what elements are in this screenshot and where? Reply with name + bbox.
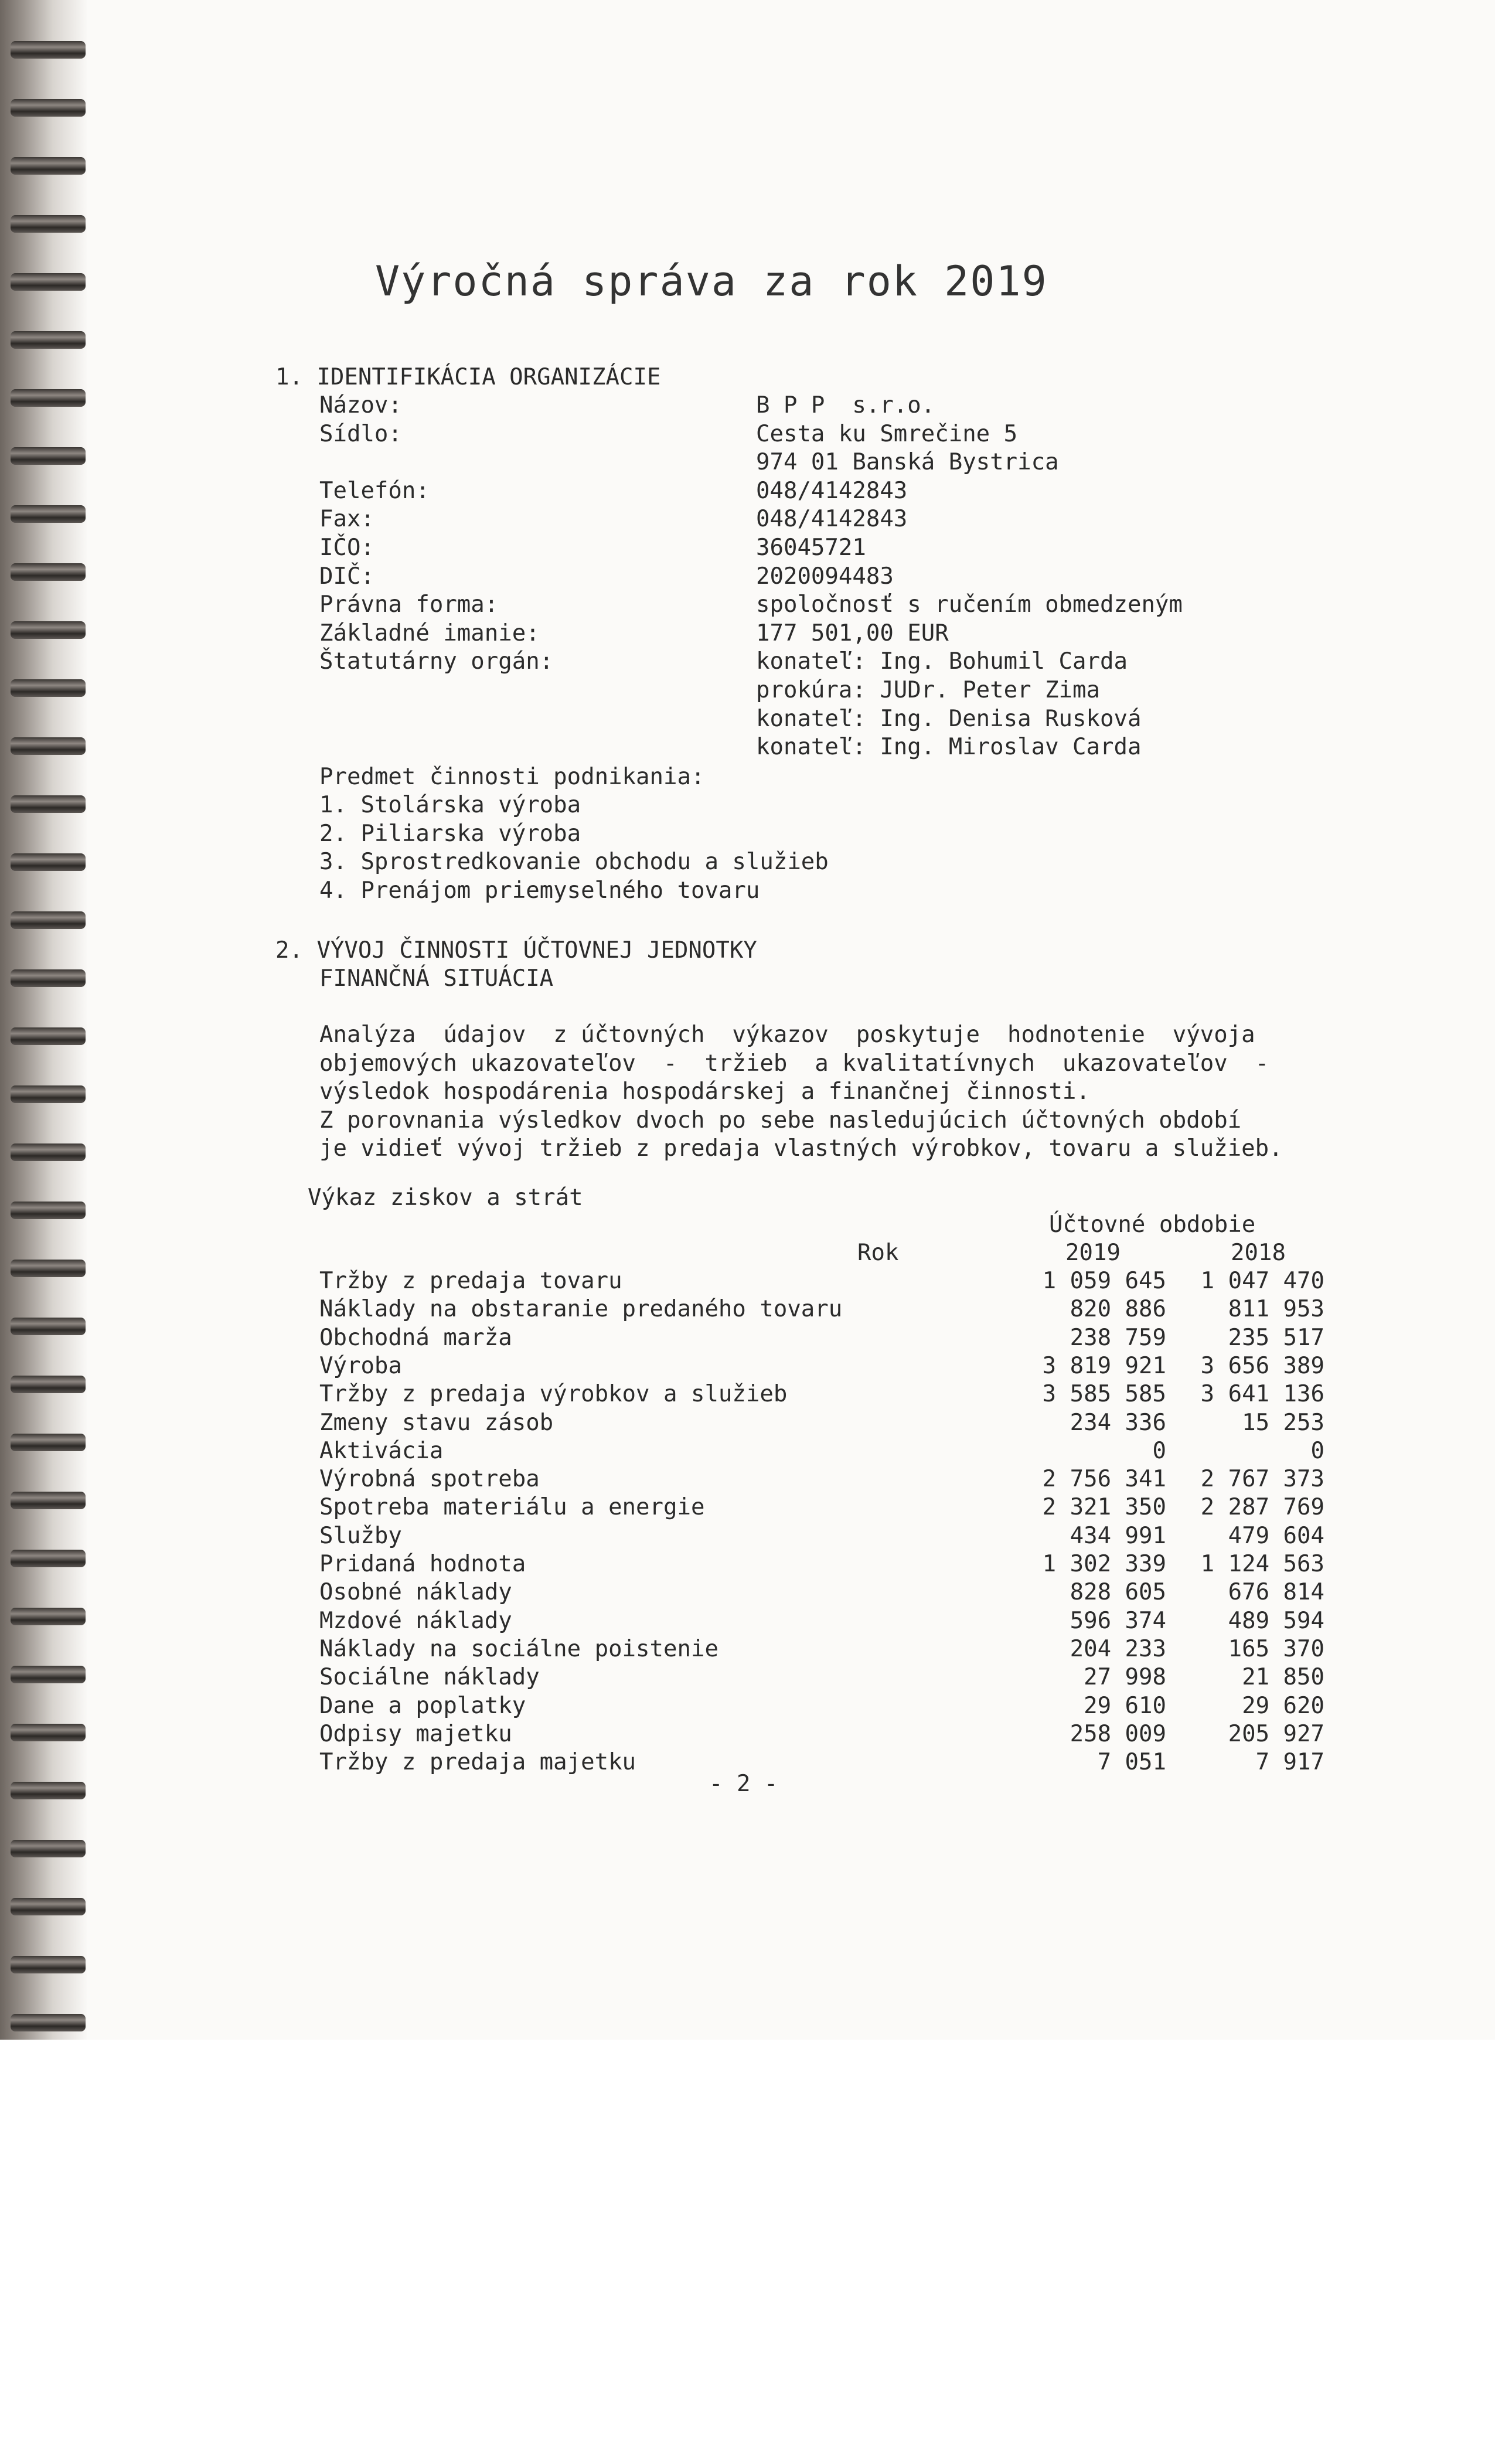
binding-ring bbox=[11, 911, 86, 929]
id-label: DIČ: bbox=[319, 563, 374, 590]
binding-ring bbox=[11, 215, 86, 233]
binding-ring bbox=[11, 1085, 86, 1103]
table-value-2019: 204 233 bbox=[1070, 1635, 1166, 1662]
table-value-2018: 21 850 bbox=[1242, 1664, 1324, 1691]
id-value: 177 501,00 EUR bbox=[756, 620, 949, 646]
table-value-2018: 205 927 bbox=[1228, 1720, 1324, 1747]
table-value-2019: 258 009 bbox=[1070, 1720, 1166, 1747]
table-value-2018: 165 370 bbox=[1228, 1635, 1324, 1662]
id-value: 2020094483 bbox=[756, 563, 894, 590]
table-value-2018: 3 641 136 bbox=[1200, 1381, 1324, 1408]
table-value-2018: 2 287 769 bbox=[1200, 1494, 1324, 1521]
table-row-label: Náklady na sociálne poistenie bbox=[319, 1635, 718, 1662]
table-value-2019: 596 374 bbox=[1070, 1607, 1166, 1634]
binding-ring bbox=[11, 1666, 86, 1683]
binding-ring bbox=[11, 621, 86, 639]
table-value-2018: 3 656 389 bbox=[1200, 1352, 1324, 1379]
id-value: B P P s.r.o. bbox=[756, 392, 935, 418]
table-value-2019: 434 991 bbox=[1070, 1522, 1166, 1549]
paragraph-line: Z porovnania výsledkov dvoch po sebe nasledujúcich účtovných období bbox=[319, 1107, 1242, 1134]
rok-label: Rok bbox=[857, 1240, 899, 1266]
binding-ring bbox=[11, 1840, 86, 1857]
binding-ring bbox=[11, 737, 86, 755]
page-title: Výročná správa za rok 2019 bbox=[375, 257, 1048, 305]
spiral-binding bbox=[0, 0, 88, 2040]
section2-heading: 2. VÝVOJ ČINNOSTI ÚČTOVNEJ JEDNOTKY bbox=[275, 937, 757, 964]
table-row-label: Výroba bbox=[319, 1352, 402, 1379]
table-row-label: Odpisy majetku bbox=[319, 1720, 512, 1747]
id-value: 36045721 bbox=[756, 535, 866, 561]
table-value-2019: 0 bbox=[1152, 1437, 1166, 1464]
binding-ring bbox=[11, 331, 86, 349]
id-value: Cesta ku Smrečine 5 bbox=[756, 420, 1018, 447]
table-value-2018: 676 814 bbox=[1228, 1579, 1324, 1606]
table-value-2019: 3 585 585 bbox=[1042, 1381, 1166, 1408]
table-row-label: Náklady na obstaranie predaného tovaru bbox=[319, 1296, 843, 1323]
table-value-2018: 0 bbox=[1310, 1437, 1324, 1464]
id-label: Sídlo: bbox=[319, 420, 402, 447]
table-row-label: Výrobná spotreba bbox=[319, 1466, 540, 1493]
binding-ring bbox=[11, 1318, 86, 1335]
binding-ring bbox=[11, 273, 86, 291]
binding-ring bbox=[11, 1724, 86, 1741]
table-value-2018: 1 047 470 bbox=[1200, 1268, 1324, 1294]
page-number: - 2 - bbox=[709, 1771, 778, 1797]
table-row-label: Osobné náklady bbox=[319, 1579, 512, 1606]
table-value-2019: 1 302 339 bbox=[1042, 1551, 1166, 1577]
year-2018-header: 2018 bbox=[1231, 1240, 1286, 1266]
period-header: Účtovné obdobie bbox=[1049, 1211, 1256, 1238]
binding-ring bbox=[11, 795, 86, 813]
activity-item: 2. Piliarska výroba bbox=[319, 820, 581, 847]
table-row-label: Obchodná marža bbox=[319, 1324, 512, 1351]
id-value: 048/4142843 bbox=[756, 506, 908, 533]
binding-ring bbox=[11, 679, 86, 697]
table-row-label: Tržby z predaja majetku bbox=[319, 1749, 636, 1776]
paragraph-line: výsledok hospodárenia hospodárskej a finančnej činnosti. bbox=[319, 1078, 1090, 1105]
id-label: Základné imanie: bbox=[319, 620, 540, 646]
table-row-label: Aktivácia bbox=[319, 1437, 444, 1464]
binding-ring bbox=[11, 1608, 86, 1625]
activity-item: 1. Stolárska výroba bbox=[319, 792, 581, 818]
table-value-2019: 828 605 bbox=[1070, 1579, 1166, 1606]
table-value-2019: 238 759 bbox=[1070, 1324, 1166, 1351]
table-row-label: Dane a poplatky bbox=[319, 1692, 526, 1719]
id-label: Fax: bbox=[319, 506, 374, 533]
binding-ring bbox=[11, 1898, 86, 1915]
table-value-2018: 489 594 bbox=[1228, 1607, 1324, 1634]
table-row-label: Spotreba materiálu a energie bbox=[319, 1494, 705, 1521]
activity-item: 4. Prenájom priemyselného tovaru bbox=[319, 877, 760, 904]
table-row-label: Tržby z predaja výrobkov a služieb bbox=[319, 1381, 788, 1408]
binding-ring bbox=[11, 389, 86, 407]
paragraph-line: je vidieť vývoj tržieb z predaja vlastných výrobkov, tovaru a služieb. bbox=[319, 1135, 1283, 1162]
year-2019-header: 2019 bbox=[1065, 1240, 1121, 1266]
id-value: spoločnosť s ručením obmedzeným bbox=[756, 591, 1183, 618]
table-value-2018: 7 917 bbox=[1255, 1749, 1324, 1776]
section1-heading: 1. IDENTIFIKÁCIA ORGANIZÁCIE bbox=[275, 364, 661, 390]
table-title: Výkaz ziskov a strát bbox=[308, 1185, 583, 1211]
id-value: konateľ: Ing. Denisa Rusková bbox=[756, 705, 1142, 732]
binding-ring bbox=[11, 1143, 86, 1161]
table-value-2019: 234 336 bbox=[1070, 1409, 1166, 1436]
table-value-2019: 3 819 921 bbox=[1042, 1352, 1166, 1379]
id-label: IČO: bbox=[319, 535, 374, 561]
binding-ring bbox=[11, 969, 86, 987]
id-label: Právna forma: bbox=[319, 591, 499, 618]
table-value-2019: 29 610 bbox=[1084, 1692, 1166, 1719]
table-row-label: Mzdové náklady bbox=[319, 1607, 512, 1634]
id-label: Štatutárny orgán: bbox=[319, 648, 554, 675]
binding-ring bbox=[11, 1782, 86, 1799]
binding-ring bbox=[11, 1202, 86, 1219]
id-value: konateľ: Ing. Miroslav Carda bbox=[756, 734, 1142, 761]
table-value-2019: 27 998 bbox=[1084, 1664, 1166, 1691]
binding-ring bbox=[11, 1434, 86, 1451]
binding-ring bbox=[11, 1550, 86, 1567]
table-row-label: Tržby z predaja tovaru bbox=[319, 1268, 622, 1294]
table-value-2018: 811 953 bbox=[1228, 1296, 1324, 1323]
table-value-2018: 479 604 bbox=[1228, 1522, 1324, 1549]
binding-ring bbox=[11, 505, 86, 523]
binding-ring bbox=[11, 1260, 86, 1277]
id-value: 048/4142843 bbox=[756, 477, 908, 504]
table-row-label: Služby bbox=[319, 1522, 402, 1549]
paragraph-line: objemových ukazovateľov - tržieb a kvalitatívnych ukazovateľov - bbox=[319, 1050, 1269, 1077]
section2-subheading: FINANČNÁ SITUÁCIA bbox=[319, 965, 554, 992]
table-row-label: Pridaná hodnota bbox=[319, 1551, 526, 1577]
binding-ring bbox=[11, 1956, 86, 1973]
table-value-2019: 2 321 350 bbox=[1042, 1494, 1166, 1521]
table-value-2018: 29 620 bbox=[1242, 1692, 1324, 1719]
id-value: 974 01 Banská Bystrica bbox=[756, 449, 1059, 476]
id-value: prokúra: JUDr. Peter Zima bbox=[756, 677, 1100, 703]
binding-ring bbox=[11, 41, 86, 59]
binding-ring bbox=[11, 447, 86, 465]
binding-ring bbox=[11, 1027, 86, 1045]
table-value-2018: 2 767 373 bbox=[1200, 1466, 1324, 1493]
table-value-2019: 1 059 645 bbox=[1042, 1268, 1166, 1294]
binding-ring bbox=[11, 1376, 86, 1393]
id-value: konateľ: Ing. Bohumil Carda bbox=[756, 648, 1128, 675]
binding-ring bbox=[11, 157, 86, 175]
table-value-2018: 15 253 bbox=[1242, 1409, 1324, 1436]
paragraph-line: Analýza údajov z účtovných výkazov poskytuje hodnotenie vývoja bbox=[319, 1022, 1255, 1048]
table-value-2018: 235 517 bbox=[1228, 1324, 1324, 1351]
binding-ring bbox=[11, 99, 86, 117]
binding-ring bbox=[11, 853, 86, 871]
binding-ring bbox=[11, 563, 86, 581]
table-value-2018: 1 124 563 bbox=[1200, 1551, 1324, 1577]
id-label: Telefón: bbox=[319, 477, 430, 504]
table-value-2019: 820 886 bbox=[1070, 1296, 1166, 1323]
binding-ring bbox=[11, 1492, 86, 1509]
table-row-label: Sociálne náklady bbox=[319, 1664, 540, 1691]
table-row-label: Zmeny stavu zásob bbox=[319, 1409, 554, 1436]
table-value-2019: 7 051 bbox=[1097, 1749, 1166, 1776]
activities-heading: Predmet činnosti podnikania: bbox=[319, 764, 705, 790]
id-label: Názov: bbox=[319, 392, 402, 418]
table-value-2019: 2 756 341 bbox=[1042, 1466, 1166, 1493]
binding-ring bbox=[11, 2014, 86, 2031]
activity-item: 3. Sprostredkovanie obchodu a služieb bbox=[319, 849, 829, 875]
